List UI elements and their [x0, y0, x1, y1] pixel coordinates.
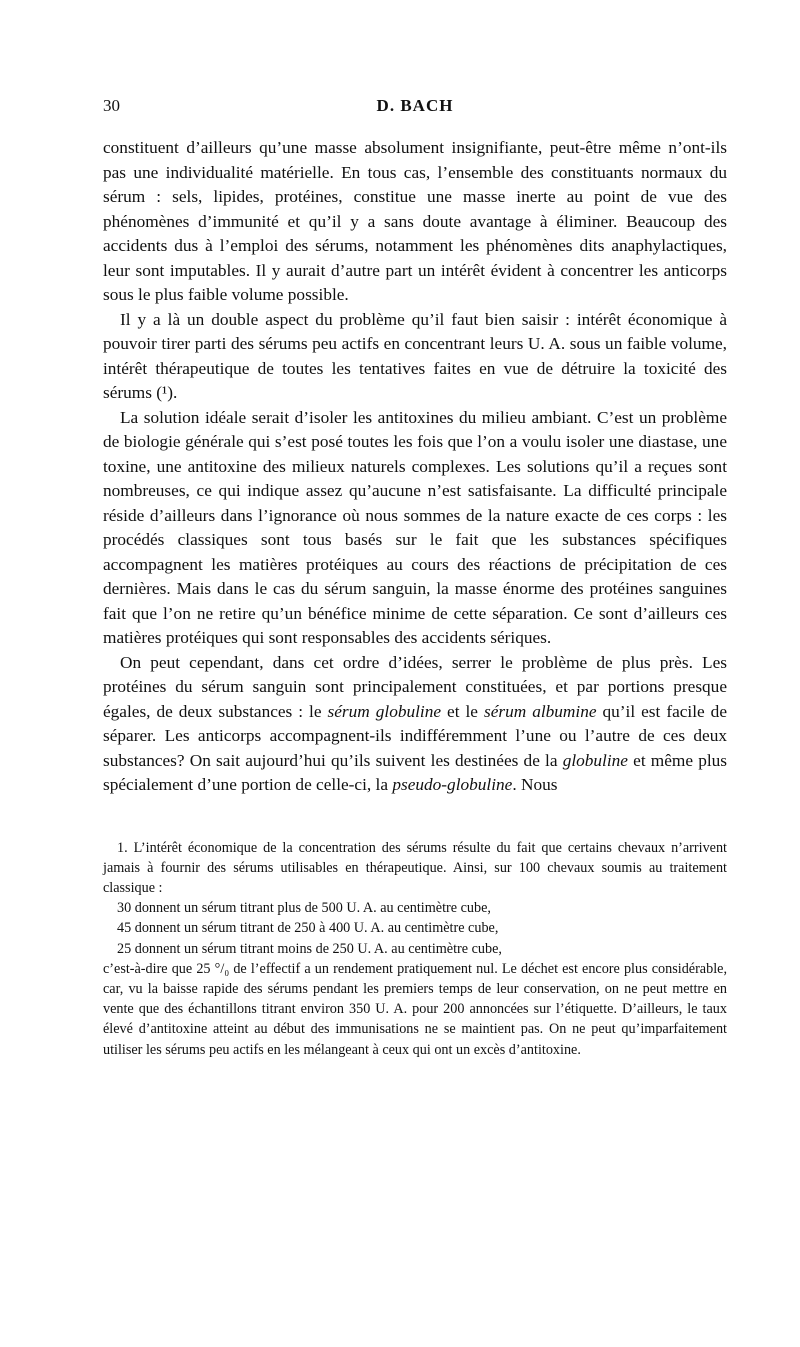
paragraph-1: constituent d’ailleurs qu’une masse absolument insignifiante, peut-être même n’ont-ils pas une individualité matérielle. En tous cas, l’ensemble des constituants normaux du sérum : sels, lipides, protéines, constitue une masse inerte au point de vue des phénomènes d’immunité et qu’il y a sans doute avantage à éliminer. Beaucoup des accidents dus à l’emploi des sérums, notamment les phénomènes dits anaphylactiques, leur sont imputables. Il y aurait d’autre part un intérêt évident à concentrer les anticorps sous le plus faible volume possible.: [103, 138, 727, 304]
footnote: [103, 838, 727, 1060]
italic-globuline: globuline: [562, 750, 628, 770]
italic-serum-albumine: sérum albumine: [483, 701, 597, 721]
paragraph-4-part-e: . Nous: [512, 775, 558, 794]
book-page: [103, 96, 727, 1060]
running-head: D. BACH: [376, 96, 454, 115]
paragraph-4-part-c: qu’il est facile de séparer. Les anticorps accompagnent-ils indifféremment l’une ou l’autre de ces deux substances? On sait aujourd’hui qu’ils suivent les destinées de la: [103, 701, 727, 770]
paragraph-3: La solution idéale serait d’isoler les antitoxines du milieu ambiant. C’est un problème de biologie générale qui s’est posé toutes les fois que l’on a voulu isoler une diastase, une toxine, une antitoxine des milieux naturels complexes. Les solutions qu’il a reçues sont nombreuses, ce qui indique assez qu’aucune n’est satisfaisante. La difficulté principale réside d’ailleurs dans l’ignorance où nous sommes de la nature exacte de ces corps : les procédés classiques sont tous basés sur le fait que les substances spécifiques accompagnent les matières protéiques au cours des réactions de précipitation de ces dernières. Mais dans le cas du sérum sanguin, la masse énorme des protéines sanguines fait que l’on ne retire qu’un bénéfice minime de cette séparation. Ce sont d’ailleurs ces matières protéiques qui sont responsables des accidents sériques.: [103, 407, 727, 647]
paragraph-4-part-a: On peut cependant, dans cet ordre d’idées, serrer le problème de plus près. Les protéines du sérum sanguin sont principalement constituées, et par portions presque égales, de deux substances : le: [103, 652, 727, 721]
italic-serum-globuline: sérum globuline: [327, 701, 442, 721]
body-text: [103, 136, 727, 798]
page-header: [103, 96, 727, 124]
footnote-intro: 1. L’intérêt économique de la concentration des sérums résulte du fait que certains chevaux n’arrivent jamais à fournir des sérums utilisables en thérapeutique. Ainsi, sur 100 chevaux soumis au traitement classique :: [103, 839, 727, 896]
footnote-item-2: 45 donnent un sérum titrant de 250 à 400 U. A. au centimètre cube,: [117, 920, 499, 937]
footnote-item-3: 25 donnent un sérum titrant moins de 250 U. A. au centimètre cube,: [117, 940, 502, 957]
italic-pseudo-globuline: pseudo-globuline: [392, 775, 513, 794]
paragraph-2: Il y a là un double aspect du problème qu’il faut bien saisir : intérêt économique à pouvoir tirer parti des sérums peu actifs en concentrant leurs U. A. sous un faible volume, intérêt thérapeutique de toutes les tentatives faites en vue de détruire la toxicité des sérums (¹).: [103, 309, 727, 402]
footnote-rest: c’est-à-dire que 25 °/₀ de l’effectif a un rendement pratiquement nul. Le déchet est encore plus considérable, car, vu la baisse rapide des sérums pendant les premiers temps de leur conservation, on ne peut mettre en vente que des échantillons titrant environ 350 U. A. pour 200 annoncées sur l’étiquette. D’ailleurs, le taux élevé d’antitoxine atteint au début des immunisations ne se maintient pas. On ne peut qu’imparfaitement utiliser les sérums peu actifs en les mélangeant à ceux qui ont un excès d’antitoxine.: [103, 960, 727, 1058]
paragraph-4-part-b: et le: [441, 701, 484, 721]
paragraph-4-part-d: et même plus spécialement d’une portion de celle-ci, la: [103, 750, 727, 794]
page-number: 30: [103, 96, 120, 115]
paragraph-4: [103, 651, 727, 798]
footnote-item-1: 30 donnent un sérum titrant plus de 500 U. A. au centimètre cube,: [117, 900, 491, 917]
